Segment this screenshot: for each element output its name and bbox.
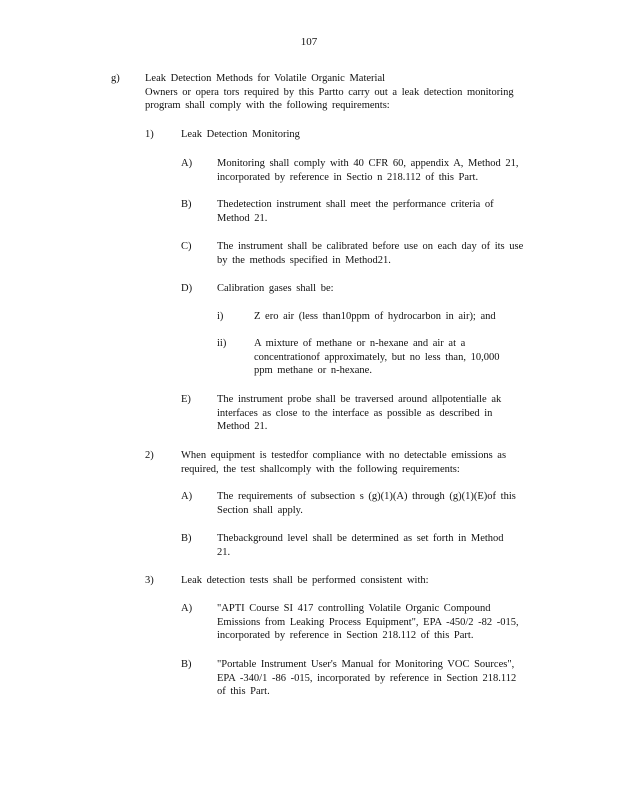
item-2a-text xyxy=(217,490,516,517)
text-line: Thedetection instrument shall meet the performance criteria of xyxy=(217,199,494,210)
item-2b-marker: B) xyxy=(181,533,192,544)
item-1d-marker: D) xyxy=(181,283,193,294)
item-2b-text xyxy=(217,532,504,559)
text-line: Leak Detection Monitoring xyxy=(181,129,300,140)
text-line: "APTI Course SI 417 controlling Volatile Organic Compound xyxy=(217,603,491,614)
text-line: The instrument shall be calibrated before use on each day of its use xyxy=(217,241,524,252)
text-line: Section shall apply. xyxy=(217,504,303,516)
text-line: The instrument probe shall be traversed around allpotentialle ak xyxy=(217,394,502,405)
text-line: Z ero air (less than10ppm of hydrocarbon in air); and xyxy=(254,311,496,322)
text-line: A mixture of methane or n-hexane and air at a xyxy=(254,338,466,349)
page-number: 107 xyxy=(300,36,318,48)
item-1-marker: 1) xyxy=(145,129,154,140)
text-line: Calibration gases shall be: xyxy=(217,283,334,294)
text-line: 21. xyxy=(217,546,231,558)
text-line: interfaces as close to the interface as possible as described in xyxy=(217,407,493,419)
item-3a-text xyxy=(217,602,519,643)
item-1e-text xyxy=(217,393,501,434)
item-3-marker: 3) xyxy=(145,575,154,586)
item-1d-i-marker: i) xyxy=(217,311,224,322)
text-line: The requirements of subsection s (g)(1)(A) through (g)(1)(E)of this xyxy=(217,491,516,502)
item-3-text xyxy=(181,574,429,588)
item-1e-marker: E) xyxy=(181,394,191,405)
text-line: When equipment is testedfor compliance with no detectable emissions as xyxy=(181,450,507,461)
item-1d-ii-marker: ii) xyxy=(217,338,227,349)
item-1b-text xyxy=(217,198,494,225)
item-1a-text xyxy=(217,157,518,184)
item-2a-marker: A) xyxy=(181,491,193,502)
text-line: "Portable Instrument User's Manual for Monitoring VOC Sources", xyxy=(217,659,515,670)
section-g-text xyxy=(145,72,514,113)
text-line: Method 21. xyxy=(217,212,268,224)
item-3b-marker: B) xyxy=(181,659,192,670)
item-1c-text xyxy=(217,240,523,267)
item-1d-ii-text xyxy=(254,337,499,378)
text-line: concentrationof approximately, but no less than, 10,000 xyxy=(254,351,500,363)
text-line: ppm methane or n-hexane. xyxy=(254,365,372,376)
item-1d-i-text xyxy=(254,310,496,324)
text-line: Leak detection tests shall be performed consistent with: xyxy=(181,575,429,586)
text-line: of this Part. xyxy=(217,686,270,697)
text-line: Owners or opera tors required by this Partto carry out a leak detection monitoring xyxy=(145,86,514,98)
item-1c-marker: C) xyxy=(181,241,192,252)
item-2-marker: 2) xyxy=(145,450,154,461)
text-line: Monitoring shall comply with 40 CFR 60, appendix A, Method 21, xyxy=(217,158,519,169)
item-1a-marker: A) xyxy=(181,158,193,169)
item-1d-text xyxy=(217,282,334,296)
item-3b-text xyxy=(217,658,516,699)
text-line: incorporated by reference in Section 218.112 of this Part. xyxy=(217,630,474,641)
text-line: program shall comply with the following requirements: xyxy=(145,100,390,111)
text-line: EPA -340/1 -86 -015, incorporated by reference in Section 218.112 xyxy=(217,672,517,684)
text-line: Thebackground level shall be determined as set forth in Method xyxy=(217,533,504,544)
item-2-text xyxy=(181,449,506,476)
text-line: Method 21. xyxy=(217,421,268,432)
item-3a-marker: A) xyxy=(181,603,193,614)
text-line: required, the test shallcomply with the following requirements: xyxy=(181,463,460,475)
text-line: Emissions from Leaking Process Equipment", EPA -450/2 -82 -015, xyxy=(217,616,519,628)
item-1b-marker: B) xyxy=(181,199,192,210)
section-g-marker: g) xyxy=(111,73,120,84)
text-line: Leak Detection Methods for Volatile Organic Material xyxy=(145,73,386,84)
text-line: by the methods specified in Method21. xyxy=(217,254,391,266)
text-line: incorporated by reference in Sectio n 218.112 of this Part. xyxy=(217,171,479,183)
item-1-heading xyxy=(181,128,300,142)
